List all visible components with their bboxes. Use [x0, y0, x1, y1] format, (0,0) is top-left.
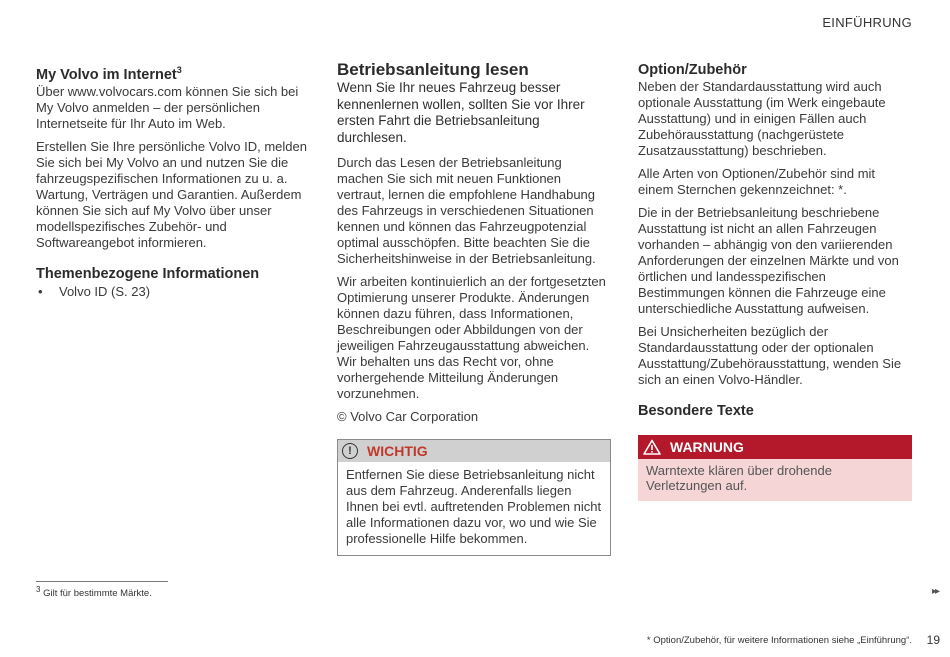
important-notice-body: Entfernen Sie diese Betriebsanleitung nicht aus dem Fahrzeug. Anderenfalls liegen Ihnen bei evtl. auftretenden Problemen nicht alle Informationen dazu vor, wo und wie Sie professionelle Hilfe bekommen. [346, 467, 602, 546]
my-volvo-heading-text: My Volvo im Internet [36, 66, 177, 83]
column-betriebsanleitung [337, 60, 611, 556]
my-volvo-paragraph-2: Erstellen Sie Ihre persönliche Volvo ID, melden Sie sich bei My Volvo an und nutzen Sie die fahrzeugspezifischen Informationen zu u. a. Wartung, Verträgen und Garantien. Außerdem können Sie sich auf My Volvo über unser modellspezifisches Zubehör- und Softwareangebot informieren. [36, 138, 307, 250]
manual-paragraph-2: Wir arbeiten kontinuierlich an der fortgesetzten Optimierung unserer Produkte. Änderungen können dazu führen, dass Informationen, Beschreibungen oder Abbildungen von der jeweiligen Fahrzeugausstattung abweichen. Wir behalten uns das Recht vor, ohne vorhergehende Mitteilung Änderungen vorzunehmen. [337, 274, 606, 401]
page-title: Betriebsanleitung lesen [337, 60, 529, 79]
column-my-volvo [36, 60, 308, 300]
my-volvo-heading [36, 61, 308, 84]
warning-title: WARNUNG [670, 439, 744, 455]
copyright-text: © Volvo Car Corporation [337, 409, 479, 424]
section-label: EINFÜHRUNG [822, 15, 912, 30]
warning-box [638, 435, 912, 501]
special-texts-heading: Besondere Texte [638, 403, 754, 419]
footnote-ref[interactable]: 3 [176, 65, 182, 75]
warning-triangle-icon [643, 439, 661, 455]
manual-paragraph-1: Durch das Lesen der Betriebsanleitung machen Sie sich mit neuen Funktionen vertraut, lernen die empfohlene Handhabung des Fahrzeugs in verschiedenen Situationen kennen und können das Fahrzeugpotenzial optimal ausschöpfen. Bitte beachten Sie die Sicherheitshinweise in der Betriebsanleitung. [337, 155, 596, 266]
related-info-list [36, 284, 308, 300]
page-number: 19 [926, 633, 940, 647]
footer-note: * Option/Zubehör, für weitere Informationen siehe „Einführung“. [646, 635, 912, 646]
related-info-item-volvo-id[interactable]: • Volvo ID (S. 23) [36, 284, 308, 300]
related-info-heading: Themenbezogene Informationen [36, 265, 260, 282]
footnote-number: 3 [36, 585, 41, 594]
footnote-text: Gilt für bestimmte Märkte. [43, 588, 152, 600]
option-paragraph-2: Alle Arten von Optionen/Zubehör sind mit einem Sternchen gekennzeichnet: *. [638, 166, 876, 197]
important-notice-box [337, 439, 611, 556]
warning-body: Warntexte klären über drohende Verletzungen auf. [646, 463, 832, 493]
important-notice-header [338, 440, 610, 462]
intro-lead: Wenn Sie Ihr neues Fahrzeug besser kennenlernen wollen, sollten Sie vor Ihrer ersten Fahrt die Betriebsanleitung durchlesen. [337, 80, 585, 145]
footnote-divider [36, 581, 168, 582]
exclamation-circle-icon: ! [342, 443, 358, 459]
my-volvo-paragraph-1: Über www.volvocars.com können Sie sich bei My Volvo anmelden – der persönlichen Internetseite für Ihr Auto im Web. [36, 83, 299, 131]
option-heading: Option/Zubehör [638, 62, 747, 78]
next-page-arrows-icon[interactable]: ▸▸ [931, 586, 938, 597]
option-paragraph-4: Bei Unsicherheiten bezüglich der Standardausstattung oder der optionalen Ausstattung/Zubehörausstattung, wenden Sie sich an einen Volvo-Händler. [638, 324, 902, 387]
option-paragraph-3: Die in der Betriebsanleitung beschriebene Ausstattung ist nicht an allen Fahrzeugen vorhanden – abhängig von den variierenden Anforderungen der einzelnen Märkte und von örtlichen und landesspezifischen Bestimmungen können die Fahrzeuge eine unterschiedliche Ausstattung aufweisen. [638, 205, 899, 316]
warning-header [638, 435, 912, 459]
important-notice-title: WICHTIG [367, 443, 428, 459]
column-option-zubehoer [638, 60, 912, 501]
option-paragraph-1: Neben der Standardausstattung wird auch optionale Ausstattung (im Werk eingebaute Ausstattung) und in einigen Fällen auch Zubehörausstattung (nachgerüstete Zusatzausstattung) beschrieben. [638, 79, 886, 158]
footnote [36, 585, 152, 599]
